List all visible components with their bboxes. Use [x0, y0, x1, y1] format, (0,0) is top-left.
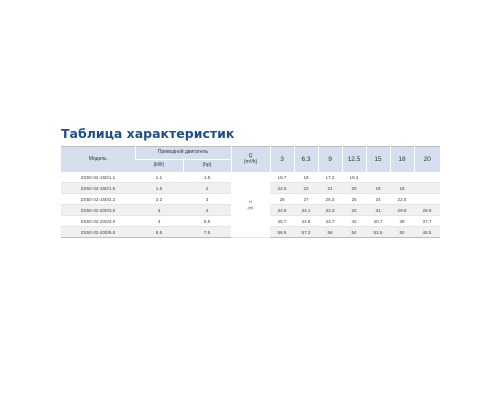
head-cell: 22.5: [390, 194, 414, 205]
kw-cell: 1.1: [135, 172, 183, 183]
h-label: H: [249, 199, 252, 205]
flow-header-15: 15: [366, 147, 390, 173]
model-cell: ZS50-32-200/3.0: [61, 205, 135, 216]
head-cell: [414, 183, 440, 194]
hp-cell: 4: [183, 205, 231, 216]
head-cell: 57.2: [294, 227, 318, 238]
kw-cell: 5.5: [135, 227, 183, 238]
head-cell: 19: [366, 183, 390, 194]
head-cell: 44.8: [294, 216, 318, 227]
motor-header: Приводной двигатель: [135, 147, 231, 160]
h-unit-cell: [231, 172, 270, 238]
h-unit: (m): [247, 204, 254, 210]
flow-header-12-5: 12.5: [342, 147, 366, 173]
head-cell: 48.5: [414, 227, 440, 238]
head-cell: 43.7: [318, 216, 342, 227]
head-cell: [366, 172, 390, 183]
head-cell: 58.5: [270, 227, 294, 238]
head-cell: 28: [270, 194, 294, 205]
head-cell: 18: [294, 172, 318, 183]
head-cell: 28.9: [414, 205, 440, 216]
model-cell: ZS50-32-200/4.0: [61, 216, 135, 227]
head-cell: 27: [294, 194, 318, 205]
head-cell: 37.7: [414, 216, 440, 227]
head-cell: 32: [342, 205, 366, 216]
head-cell: 42: [342, 216, 366, 227]
kw-cell: 3: [135, 205, 183, 216]
model-cell: ZS50-32-160/1.5: [61, 183, 135, 194]
kw-cell: 4: [135, 216, 183, 227]
flow-header-6-3: 6.3: [294, 147, 318, 173]
hp-cell: 3: [183, 194, 231, 205]
flow-header-9: 9: [318, 147, 342, 173]
head-cell: 24: [366, 194, 390, 205]
head-cell: 20: [342, 183, 366, 194]
flow-header-3: 3: [270, 147, 294, 173]
q-unit: (m³/h): [243, 158, 258, 165]
kw-header: (kW): [135, 160, 183, 173]
head-cell: [414, 194, 440, 205]
head-cell: [414, 172, 440, 183]
hp-cell: 5.5: [183, 216, 231, 227]
head-cell: 31: [366, 205, 390, 216]
head-cell: [390, 172, 414, 183]
head-cell: 56: [318, 227, 342, 238]
characteristics-table: [61, 146, 440, 238]
head-cell: 18.7: [270, 172, 294, 183]
model-cell: ZS50-32-160/1.1: [61, 172, 135, 183]
hp-cell: 7.5: [183, 227, 231, 238]
flow-header-18: 18: [390, 147, 414, 173]
head-cell: 34.9: [270, 205, 294, 216]
head-cell: 26.3: [318, 194, 342, 205]
head-cell: 29.8: [390, 205, 414, 216]
head-cell: 16.4: [342, 172, 366, 183]
head-cell: 34.1: [294, 205, 318, 216]
head-cell: 54: [342, 227, 366, 238]
head-cell: 50: [390, 227, 414, 238]
table-row: [61, 172, 440, 183]
page-title: Таблица характеристик: [61, 126, 235, 141]
head-cell: 39: [390, 216, 414, 227]
head-cell: 17.2: [318, 172, 342, 183]
kw-cell: 2.2: [135, 194, 183, 205]
head-cell: 18: [390, 183, 414, 194]
q-label: Q: [248, 152, 253, 159]
head-cell: 22: [294, 183, 318, 194]
head-cell: 25: [342, 194, 366, 205]
model-cell: ZS50-32-200/5.5: [61, 227, 135, 238]
head-cell: 40.7: [366, 216, 390, 227]
hp-header: (hp): [183, 160, 231, 173]
kw-cell: 1.5: [135, 183, 183, 194]
model-cell: ZS50-32-160/2.2: [61, 194, 135, 205]
hp-cell: 2: [183, 183, 231, 194]
model-header: Модель: [61, 147, 135, 173]
head-cell: 33.3: [318, 205, 342, 216]
head-cell: 21: [318, 183, 342, 194]
head-cell: 22.5: [270, 183, 294, 194]
table-header: [61, 147, 440, 173]
head-cell: 45.7: [270, 216, 294, 227]
hp-cell: 1.5: [183, 172, 231, 183]
head-cell: 52.5: [366, 227, 390, 238]
q-header: [231, 147, 270, 173]
flow-header-20: 20: [414, 147, 440, 173]
table-body: [61, 172, 440, 238]
